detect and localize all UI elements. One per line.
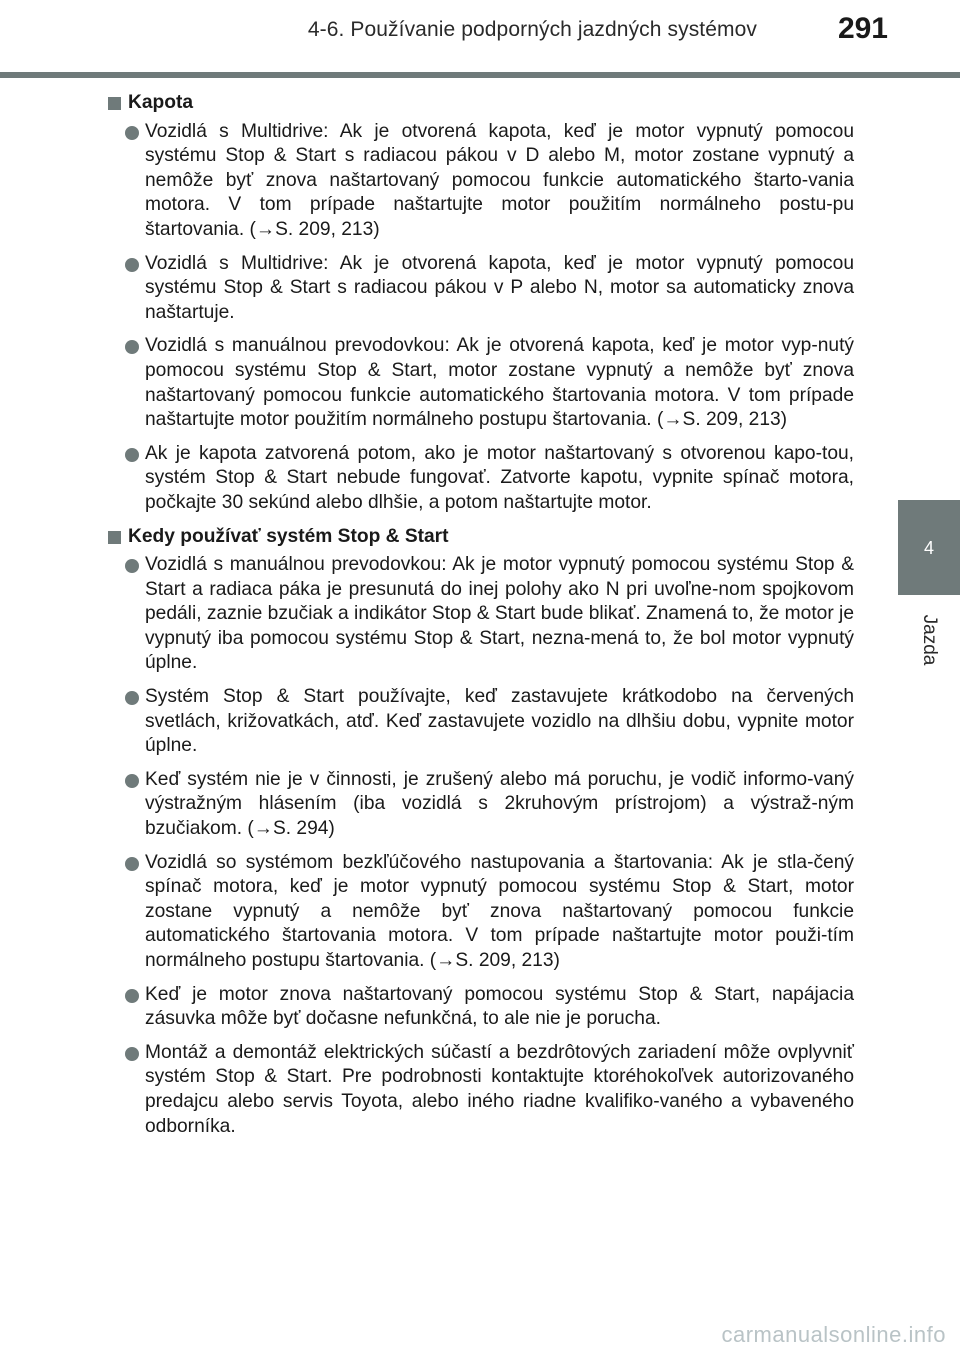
circle-bullet-icon	[125, 126, 139, 140]
list-item-text: Vozidlá s manuálnou prevodovkou: Ak je otvorená kapota, keď je motor vyp-nutý pomocou systému Stop & Start, motor zostane vypnutý a nemôže byť znova naštartovaný pomocou funkcie automatického štartovania motora. V tom prípade naštartujte motor použitím normálneho postupu štartovania. (→S. 209, 213)	[145, 335, 854, 431]
list-item	[108, 983, 854, 1032]
circle-bullet-icon	[125, 340, 139, 354]
list-item	[108, 768, 854, 842]
list-item	[108, 851, 854, 974]
section-heading-text: Kapota	[128, 92, 194, 113]
section-heading	[108, 525, 854, 550]
list-item-text: Vozidlá s manuálnou prevodovkou: Ak je motor vypnutý pomocou systému Stop & Start a radiaca páka je presunutá do inej polohy ako N pri uvoľne-nom spojkovom pedáli, zaznie bzučiak a indikátor Stop & Start bude blikať. Znamená to, že motor je vypnutý iba pomocou systému Stop & Start, nezna-mená to, že bol motor vypnutý úplne.	[145, 554, 854, 674]
section-title: 4-6. Používanie podporných jazdných systémov	[307, 18, 757, 41]
list-item	[108, 442, 854, 516]
list-item-text: Keď systém nie je v činnosti, je zrušený alebo má poruchu, je vodič informo-vaný výstražným hlásením (iba vozidlá s 2kruhovým prístrojom) a výstraž-ným bzučiakom. (→S. 294)	[145, 768, 854, 840]
square-bullet-icon	[108, 531, 121, 544]
chapter-number: 4	[923, 538, 934, 558]
list-item-text: Vozidlá so systémom bezkľúčového nastupovania a štartovania: Ak je stla-čený spínač motora, keď je motor vypnutý pomocou systému Stop & Start, motor zostane vypnutý a nemôže byť znova naštartovaný pomocou funkcie automatického štartovania motora. V tom prípade naštartujte motor použi-tím normálneho postupu štartovania. (→S. 209, 213)	[145, 851, 854, 971]
list-item-text: Vozidlá s Multidrive: Ak je otvorená kapota, keď je motor vypnutý pomocou systému Stop & Start s radiacou pákou v P alebo N, motor sa automaticky znova naštartuje.	[145, 252, 854, 323]
square-bullet-icon	[108, 97, 121, 110]
section-heading-text: Kedy používať systém Stop & Start	[128, 525, 449, 547]
circle-bullet-icon	[125, 989, 139, 1003]
chapter-label	[898, 605, 960, 675]
list-item-text: Keď je motor znova naštartovaný pomocou systému Stop & Start, napájacia zásuvka môže byť dočasne nefunkčná, to ale nie je porucha.	[145, 983, 854, 1030]
chapter-tab	[898, 500, 960, 595]
list-item	[108, 685, 854, 759]
circle-bullet-icon	[125, 1047, 139, 1061]
circle-bullet-icon	[125, 857, 139, 871]
circle-bullet-icon	[125, 774, 139, 788]
circle-bullet-icon	[125, 448, 139, 462]
page-number: 291	[837, 12, 888, 45]
chapter-label-text: Jazda	[919, 614, 940, 666]
circle-bullet-icon	[125, 258, 139, 272]
section-kedy-pouzivat	[108, 525, 854, 1140]
section-heading	[108, 91, 854, 116]
circle-bullet-icon	[125, 559, 139, 573]
list-item-text: Systém Stop & Start používajte, keď zastavujete krátkodobo na červených svetlách, križovatkách, atď. Keď zastavujete vozidlo na dlhšiu dobu, vypnite motor úplne.	[145, 686, 854, 757]
watermark: carmanualsonline.info	[721, 1322, 946, 1347]
list-item	[108, 120, 854, 243]
list-item	[108, 334, 854, 432]
section-kapota	[108, 91, 854, 516]
list-item	[108, 252, 854, 326]
page-header	[0, 0, 960, 80]
list-item-text: Montáž a demontáž elektrických súčastí a bezdrôtových zariadení môže ovplyvniť systém Stop & Start. Pre podrobnosti kontaktujte ktoréhokoľvek autorizovaného predajcu alebo servis Toyota, alebo iného riadne kvalifiko-vaného a vybaveného odborníka.	[145, 1041, 854, 1137]
list-item-text: Vozidlá s Multidrive: Ak je otvorená kapota, keď je motor vypnutý pomocou systému Stop & Start s radiacou pákou v D alebo M, motor zostane vypnutý a nemôže byť znova naštartovaný pomocou funkcie automatického štarto-vania motora. V tom prípade naštartujte motor použitím normálneho postu-pu štartovania. (→S. 209, 213)	[145, 120, 854, 240]
list-item	[108, 553, 854, 676]
page-content	[108, 91, 854, 1148]
circle-bullet-icon	[125, 691, 139, 705]
header-rule	[0, 72, 960, 78]
list-item-text: Ak je kapota zatvorená potom, ako je motor naštartovaný s otvorenou kapo-tou, systém Stop & Start nebude fungovať. Zatvorte kapotu, vypnite spínač motora, počkajte 30 sekúnd alebo dlhšie, a potom naštartujte motor.	[145, 442, 854, 513]
list-item	[108, 1041, 854, 1139]
